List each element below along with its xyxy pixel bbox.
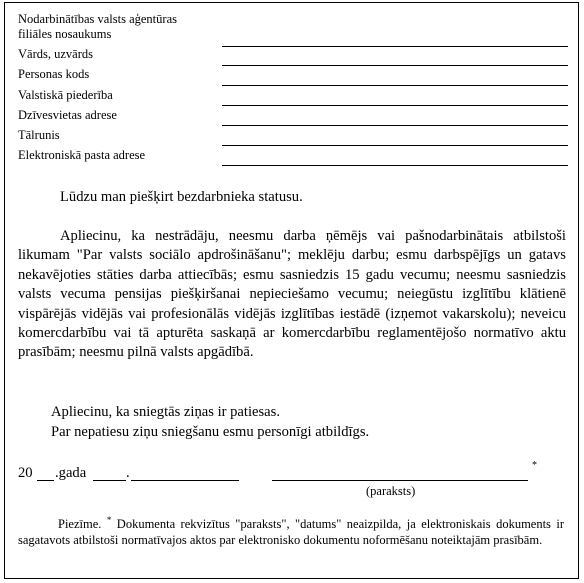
- field-label-address: Dzīvesvietas adrese: [18, 108, 117, 122]
- field-line-branch[interactable]: [222, 46, 568, 47]
- signature-caption: (paraksts): [366, 484, 416, 498]
- field-label-email: Elektroniskā pasta adrese: [18, 148, 146, 162]
- date-year-prefix: 20: [18, 465, 33, 481]
- note: [18, 514, 565, 548]
- date-dot: .: [126, 465, 130, 481]
- signature-line[interactable]: [272, 480, 528, 481]
- field-label-branch-line1: Nodarbinātības valsts aģentūras: [18, 12, 177, 26]
- field-line-citizenship[interactable]: [222, 105, 568, 106]
- field-label-phone: Tālrunis: [18, 128, 60, 142]
- field-line-personal-code[interactable]: [222, 85, 568, 86]
- field-label-citizenship: Valstiskā piederība: [18, 88, 113, 102]
- note-asterisk: *: [106, 514, 112, 525]
- field-label-branch-line2: filiāles nosaukums: [18, 27, 112, 41]
- signature-asterisk: *: [532, 460, 537, 471]
- date-year-line[interactable]: [37, 480, 54, 481]
- field-label-name: Vārds, uzvārds: [18, 47, 93, 61]
- date-month-line[interactable]: [131, 480, 239, 481]
- date-day-line[interactable]: [93, 480, 126, 481]
- field-line-address[interactable]: [222, 125, 568, 126]
- field-line-phone[interactable]: [222, 145, 568, 146]
- field-label-personal-code: Personas kods: [18, 67, 90, 81]
- field-line-name[interactable]: [222, 65, 568, 66]
- declaration-paragraph: Apliecinu, ka nestrādāju, neesmu darba ņēmējs vai pašnodarbinātais atbilstoši likumam "Par valsts sociālo apdrošināšanu"; meklēju darbu; esmu darbspējīgs un gatavs nekavējoties stāties darba attiecībās; esmu sasniedzis 15 gadu vecumu; neesmu sasniedzis valsts vecuma pensijas piešķiršanai nepieciešamo vecumu; neiegūstu izglītību klātienē vispārējās vidējās vai profesionālās vidējās izglītības iestādē (izņemot vakarskolu); neveicu komercdarbību vai tā apturēta saskaņā ar komercdarbību reglamentējošo normatīvo aktu prasībām; neesmu pilnā valsts apgādībā.: [18, 228, 566, 361]
- date-gada: .gada: [55, 465, 87, 481]
- field-line-email[interactable]: [222, 165, 568, 166]
- note-label: Piezīme.: [58, 517, 102, 531]
- confirm-truth: Apliecinu, ka sniegtās ziņas ir patiesas.: [51, 404, 280, 420]
- request-text: Lūdzu man piešķirt bezdarbnieka statusu.: [60, 189, 303, 205]
- note-text: Dokumenta rekvizītus "paraksts", "datums" neaizpilda, ja elektroniskais dokuments ir sagatavots atbilstoši normatīvajos aktos par elektronisko dokumentu noformēšanu noteiktajām prasībām.: [18, 517, 565, 547]
- confirm-responsibility: Par nepatiesu ziņu sniegšanu esmu personīgi atbildīgs.: [51, 424, 370, 440]
